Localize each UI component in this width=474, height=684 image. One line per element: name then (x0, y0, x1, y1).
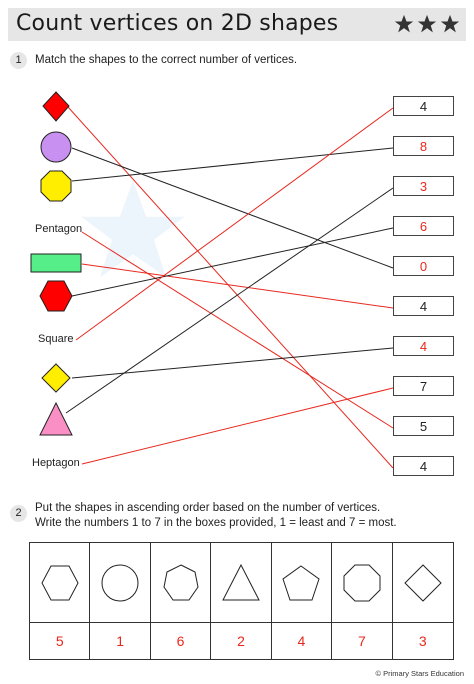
match-line (76, 108, 393, 340)
answer-box[interactable]: 3 (393, 176, 454, 196)
match-line (72, 148, 393, 268)
question-2-line-1: Put the shapes in ascending order based on the number of vertices. (35, 502, 381, 514)
pentagon-icon (281, 563, 321, 603)
match-lines (66, 107, 393, 468)
shape-cell (211, 543, 271, 623)
order-answer[interactable]: 6 (151, 623, 211, 659)
match-line (72, 228, 393, 296)
answer-box[interactable]: 5 (393, 416, 454, 436)
hexagon-icon (40, 563, 80, 603)
label-heptagon: Heptagon (32, 457, 80, 469)
match-line (68, 107, 393, 468)
question-number-1: 1 (10, 52, 27, 69)
circle-icon (100, 563, 140, 603)
answer-box[interactable]: 4 (393, 336, 454, 356)
match-line (72, 348, 393, 378)
question-2-line-2: Write the numbers 1 to 7 in the boxes provided, 1 = least and 7 = most. (35, 517, 397, 529)
answer-box[interactable]: 6 (393, 216, 454, 236)
copyright-text: © Primary Stars Education (375, 669, 464, 678)
triangle-icon (221, 563, 261, 603)
red-diamond-shape (43, 92, 69, 121)
pink-triangle-shape (40, 403, 72, 435)
answer-box[interactable]: 8 (393, 136, 454, 156)
shape-cell (272, 543, 332, 623)
shape-cell (30, 543, 90, 623)
diamond-icon (403, 563, 443, 603)
match-line (66, 188, 393, 413)
label-pentagon: Pentagon (35, 223, 83, 235)
answer-box[interactable]: 0 (393, 256, 454, 276)
shape-cell (393, 543, 453, 623)
question-1-text: Match the shapes to the correct number of vertices. (35, 54, 298, 66)
red-hexagon-shape (40, 281, 72, 311)
ordering-table (29, 542, 454, 660)
label-square: Square (38, 333, 74, 345)
question-number-2: 2 (10, 505, 27, 522)
octagon-icon (342, 563, 382, 603)
heptagon-icon (161, 563, 201, 603)
yellow-diamond-shape (42, 364, 70, 392)
shape-cell (90, 543, 150, 623)
green-rectangle-shape (31, 254, 81, 272)
order-answer[interactable]: 4 (272, 623, 332, 659)
answer-box[interactable]: 4 (393, 456, 454, 476)
order-answer[interactable]: 1 (90, 623, 150, 659)
answer-box[interactable]: 4 (393, 96, 454, 116)
order-answer[interactable]: 7 (332, 623, 392, 659)
match-line (82, 388, 393, 464)
purple-circle-shape (41, 132, 71, 162)
answer-box[interactable]: 7 (393, 376, 454, 396)
order-answer[interactable]: 5 (30, 623, 90, 659)
answer-box[interactable]: 4 (393, 296, 454, 316)
shape-cell (151, 543, 211, 623)
yellow-octagon-shape (41, 171, 71, 201)
order-answer[interactable]: 2 (211, 623, 271, 659)
page-title: Count vertices on 2D shapes (16, 11, 339, 36)
order-answer[interactable]: 3 (418, 633, 427, 649)
shape-cell (332, 543, 392, 623)
